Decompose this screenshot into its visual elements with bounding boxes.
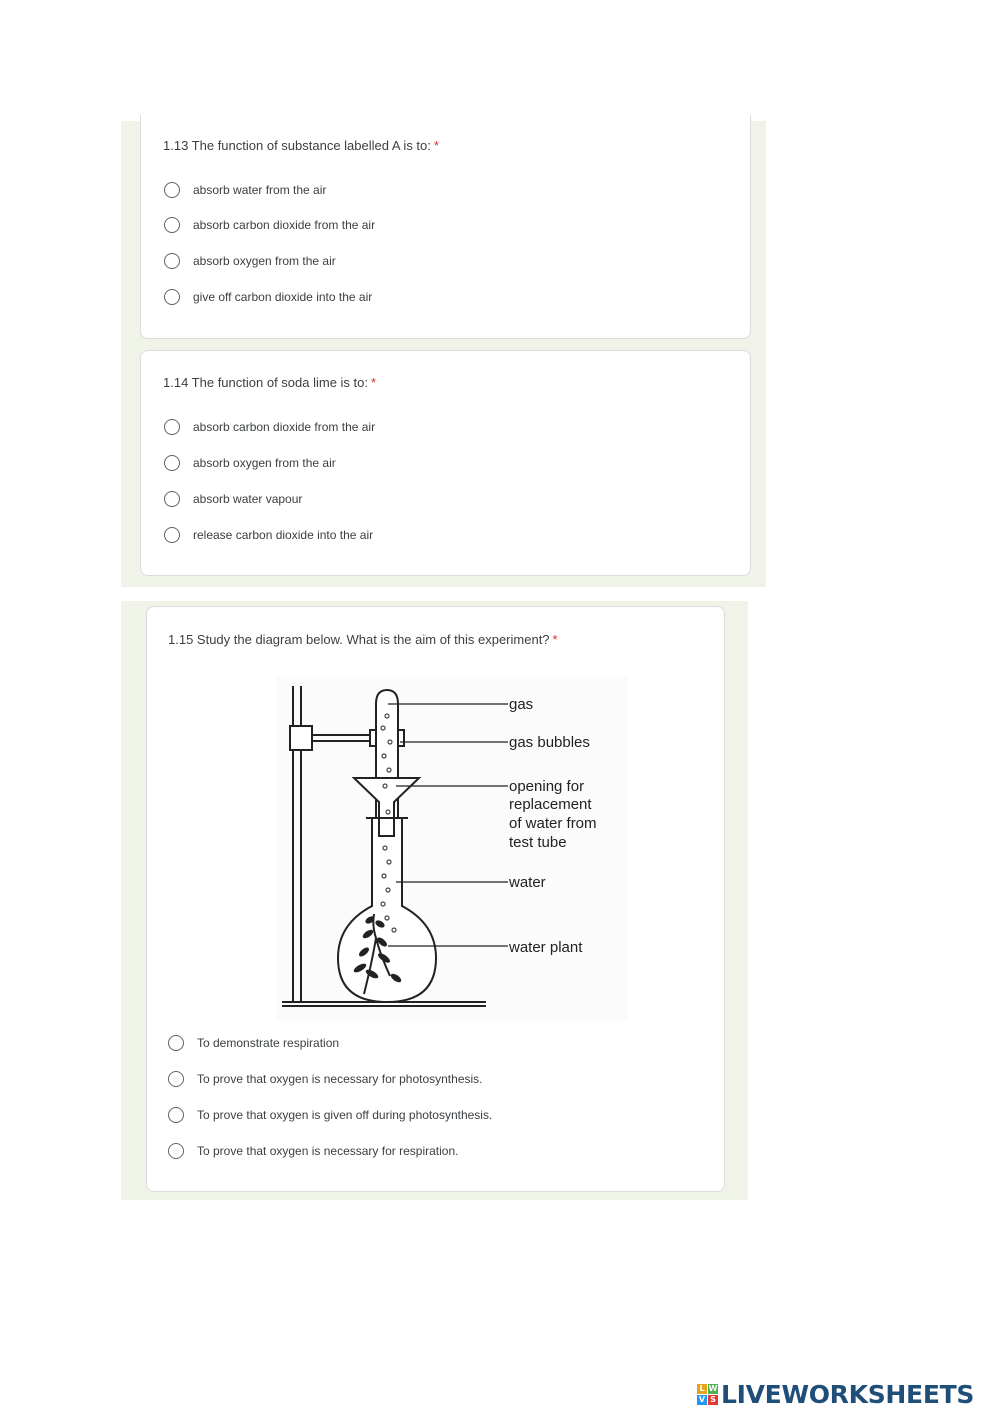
radio-circle-icon[interactable] [164,419,180,435]
label-opening-line1: opening for [509,778,585,795]
radio-circle-icon[interactable] [164,491,180,507]
radio-circle-icon[interactable] [164,527,180,543]
label-gas-bubbles: gas bubbles [509,734,590,751]
photosynthesis-apparatus-diagram [276,676,628,1021]
label-water-plant: water plant [509,939,583,956]
label-gas: gas [509,696,534,713]
option-radio[interactable] [164,488,302,510]
option-radio[interactable] [164,416,375,438]
diagram-background [276,676,628,1021]
question-title-1-13 [163,138,439,153]
question-title-text: 1.14 The function of soda lime is to: [163,375,368,390]
option-label: absorb oxygen from the air [193,456,336,470]
option-radio[interactable] [164,524,373,546]
option-radio[interactable] [168,1104,492,1126]
question-title-text: 1.15 Study the diagram below. What is the aim of this experiment? [168,632,550,647]
question-title-1-15 [168,632,558,647]
logo-tile: L [697,1384,707,1394]
label-opening-line4: test tube [509,834,567,851]
option-radio[interactable] [164,179,326,201]
radio-circle-icon[interactable] [164,253,180,269]
option-radio[interactable] [168,1032,339,1054]
label-water: water [509,874,546,891]
option-radio[interactable] [164,286,372,308]
radio-circle-icon[interactable] [164,455,180,471]
option-radio[interactable] [164,214,375,236]
option-label: absorb water from the air [193,183,327,197]
option-label: absorb carbon dioxide from the air [193,218,376,232]
logo-tile: S [708,1395,718,1405]
radio-circle-icon[interactable] [168,1071,184,1087]
question-title-text: 1.13 The function of substance labelled A is to: [163,138,431,153]
option-label: absorb oxygen from the air [193,254,336,268]
liveworksheets-logo [697,1376,974,1412]
liveworksheets-wordmark: LIVEWORKSHEETS [721,1379,975,1409]
logo-tile: V [698,1395,706,1404]
radio-circle-icon[interactable] [168,1143,184,1159]
logo-tile: W [708,1384,718,1393]
option-label: To prove that oxygen is necessary for respiration. [197,1144,459,1158]
radio-circle-icon[interactable] [168,1035,184,1051]
required-mark: * [433,138,439,153]
radio-circle-icon[interactable] [164,217,180,233]
option-label: To demonstrate respiration [197,1036,340,1050]
option-radio[interactable] [168,1140,458,1162]
radio-circle-icon[interactable] [164,182,180,198]
label-opening-line2: replacement [509,796,592,813]
label-opening-line3: of water from [509,815,597,832]
question-title-1-14 [163,375,376,390]
option-radio[interactable] [164,452,336,474]
option-label: To prove that oxygen is necessary for photosynthesis. [197,1072,483,1086]
option-label: release carbon dioxide into the air [193,528,374,542]
option-label: To prove that oxygen is given off during photosynthesis. [197,1108,493,1122]
required-mark: * [552,632,558,647]
option-radio[interactable] [164,250,336,272]
option-label: absorb carbon dioxide from the air [193,420,376,434]
option-label: absorb water vapour [193,492,303,506]
radio-circle-icon[interactable] [164,289,180,305]
clamp-boss [290,726,312,750]
option-radio[interactable] [168,1068,483,1090]
liveworksheets-icon [697,1384,718,1405]
option-label: give off carbon dioxide into the air [193,290,373,304]
radio-circle-icon[interactable] [168,1107,184,1123]
required-mark: * [371,375,377,390]
